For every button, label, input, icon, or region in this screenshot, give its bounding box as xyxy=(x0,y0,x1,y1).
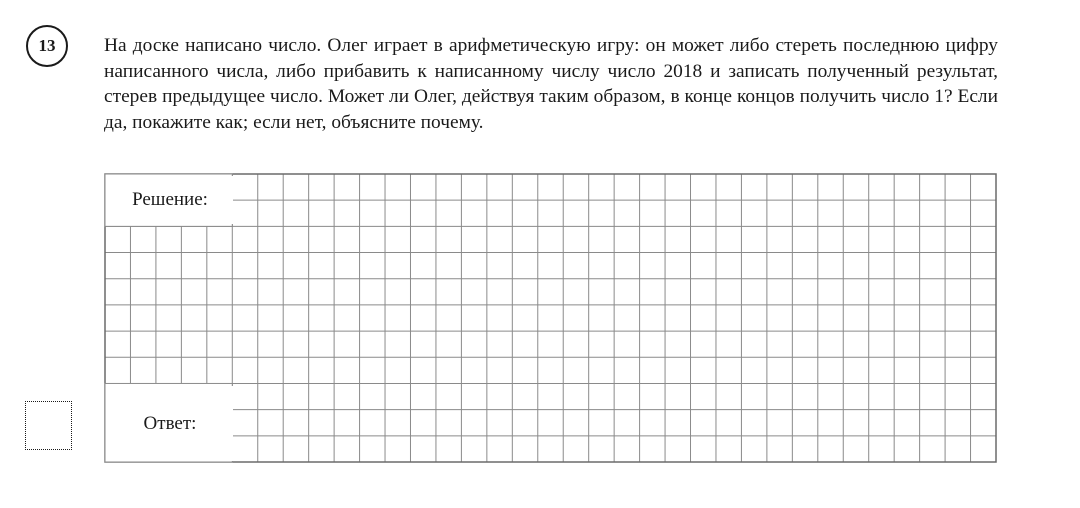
task-number: 13 xyxy=(38,36,56,55)
answer-label: Ответ: xyxy=(107,386,233,461)
solution-label: Решение: xyxy=(107,176,233,224)
task-statement: На доске написано число. Олег играет в арифметическую игру: он может либо стереть последнюю цифру написанного числа, либо прибавить к написанному числу число 2018 и записать полученный результат, стерев предыдущее число. Может ли Олег, действуя таким образом, в конце концов получить число 1? Если да, покажите как; если нет, объясните почему. xyxy=(104,35,998,133)
